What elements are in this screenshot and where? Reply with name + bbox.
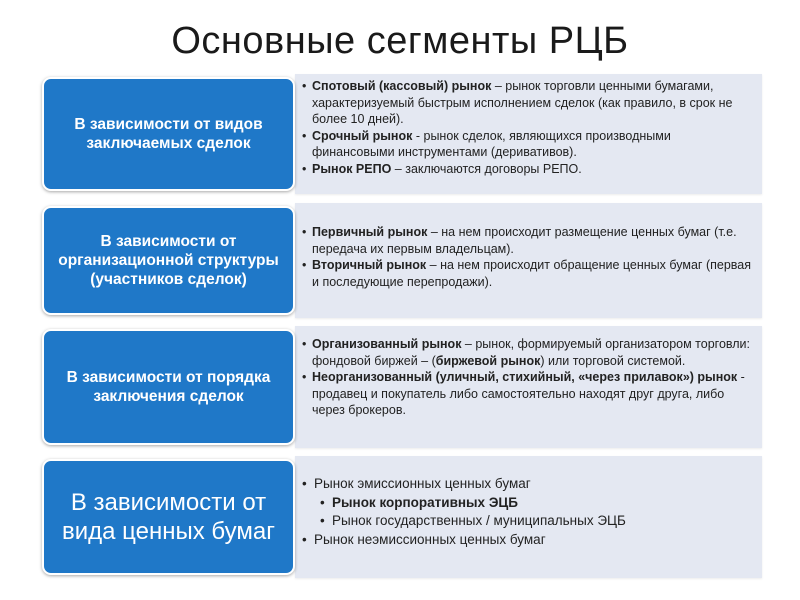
item-text: – заключаются договоры РЕПО.	[391, 161, 582, 176]
segment-row-deal-types	[42, 74, 762, 194]
list-item	[300, 475, 756, 494]
item-text: – на нем происходит обращение ценных бумаг (первая и последующие перепродажи).	[312, 258, 752, 289]
list-item	[300, 369, 756, 419]
list-item	[300, 78, 756, 128]
item-text: Рынок государственных / муниципальных ЭЦБ	[332, 513, 626, 528]
item-term: Рынок РЕПО	[312, 161, 392, 176]
item-term: Срочный рынок	[312, 128, 413, 143]
item-text: - продавец и покупатель либо самостоятельно находят друг друга, либо через брокеров.	[312, 370, 745, 417]
item-text: Рынок неэмиссионных ценных бумаг	[314, 531, 546, 547]
item-text: ) или торговой системой.	[540, 353, 686, 368]
item-text: – рынок торговли ценными бумагами, характеризуемый быстрым исполнением сделок (как правило, в срок не более 10 дней).	[312, 79, 733, 126]
item-term: Вторичный рынок	[312, 258, 427, 272]
segment-row-org-structure	[42, 203, 762, 318]
segment-category-box: В зависимости от вида ценных бумаг	[42, 459, 295, 575]
list-sub-item	[300, 512, 756, 531]
item-term: Организованный рынок	[312, 337, 462, 351]
list-item	[300, 224, 756, 257]
item-text: – на нем происходит размещение ценных бумаг (т.е. передача их первым владельцам).	[312, 225, 737, 256]
segment-item-list	[300, 78, 756, 177]
item-term: Первичный рынок	[312, 225, 428, 239]
list-item	[300, 257, 756, 290]
item-text: – рынок, формируемый организатором торговли: фондовой биржей – (	[312, 337, 750, 368]
segment-category-box: В зависимости от видов заключаемых сделок	[42, 77, 295, 191]
item-term: Спотовый (кассовый) рынок	[312, 79, 492, 93]
segment-row-security-type	[42, 456, 762, 578]
segment-category-box: В зависимости от организационной структуры (участников сделок)	[42, 206, 295, 315]
list-sub-item	[300, 494, 756, 513]
item-term: Неорганизованный (уличный, стихийный, «через прилавок») рынок	[312, 370, 738, 384]
segment-category-box: В зависимости от порядка заключения сделок	[42, 329, 295, 445]
item-text: Рынок эмиссионных ценных бумаг	[314, 476, 531, 491]
item-term: биржевой рынок	[435, 353, 541, 368]
segment-item-list	[300, 336, 756, 419]
list-item	[300, 128, 756, 161]
list-item	[300, 531, 756, 550]
segment-item-list	[300, 224, 756, 290]
list-item	[300, 161, 756, 178]
slide-title: Основные сегменты РЦБ	[171, 20, 629, 62]
item-term: Рынок корпоративных ЭЦБ	[332, 494, 518, 510]
segment-item-list	[300, 475, 756, 549]
list-item	[300, 336, 756, 369]
item-text: - рынок сделок, являющихся производными финансовыми инструментами (деривативов).	[312, 128, 671, 159]
segment-row-deal-order	[42, 326, 762, 448]
